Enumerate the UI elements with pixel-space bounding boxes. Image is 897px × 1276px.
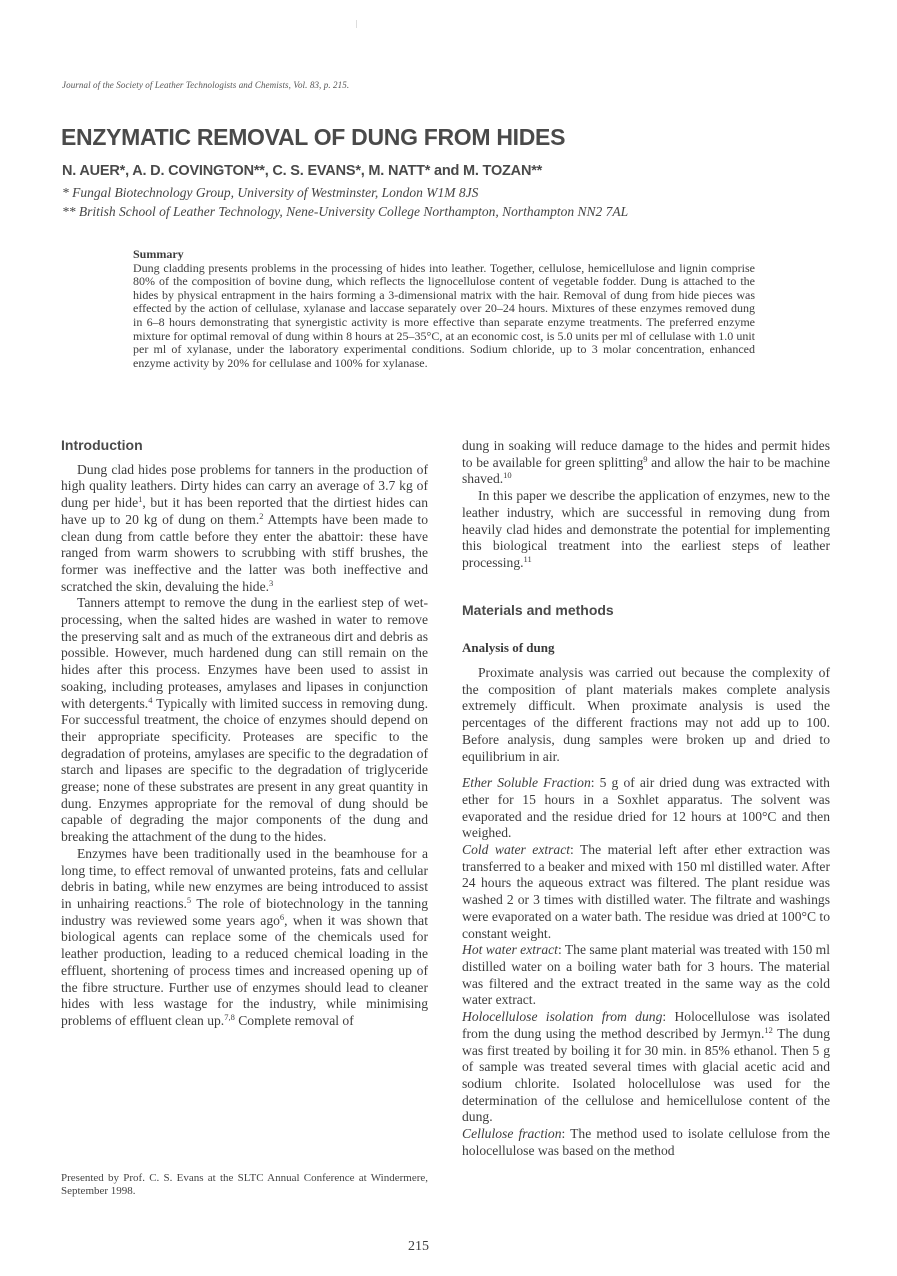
text-run: : The same plant material was treated with 150 ml distilled water on a boiling water bath for 3 hours. The material was filtered and the extract treated in the same way as the cold water extract. [462, 942, 830, 1008]
text-run: , when it was shown that biological agents can replace some of the chemicals used for leather production, leading to a reduced chemical loading in the effluent, shortening of process times and increased opening up of the fibre structure. Further use of enzymes should lead to cleaner hides with less wastage for the industry, while minimising problems of effluent clean up. [61, 912, 428, 1028]
citation-ref: 2 [259, 510, 264, 521]
citation-ref: 12 [764, 1024, 773, 1035]
method-item-cellulose [462, 1126, 830, 1159]
text-run: Typically with limited success in removing dung. For successful treatment, the choice of enzymes should depend on their appropriate specificity. Proteases are specific to the degradation of proteins, amylases are specific to the degradation of starch and lipases are specific to the degradation of triglyceride grease; none of these substrates are present in any great quantity in dung. Enzymes appropriate for the removal of dung should be capable of degrading the major components of the dung and breaking the attachment of the dung to the hides. [61, 695, 428, 845]
text-run: In this paper we describe the application of enzymes, new to the leather industry, which are successful in removing dung from heavily clad hides and demonstrate the potential for implementing this biological treatment into the earliest steps of leather processing. [462, 488, 830, 570]
intro-paragraph-3 [61, 846, 428, 1030]
summary-text: Dung cladding presents problems in the processing of hides into leather. Together, cellulose, hemicellulose and lignin comprise 80% of the composition of bovine dung, which reflects the lignocellulose content of vegetable fodder. Dung is attached to the hides by physical entrapment in the hairs forming a 3-dimensional matrix with the hair. Removal of dung from hide pieces was effected by the action of cellulase, xylanase and laccase separately over 20–24 hours. Mixtures of these enzymes removed dung in 6–8 hours demonstrating that synergistic activity is more effective than separate enzyme treatments. The preferred enzyme mixture for optimal removal of dung within 8 hours at 25–35°C, at an economic cost, is 5.0 units per ml of cellulase with 1.0 unit per ml of xylanase, under the laboratory experimental conditions. Sodium chloride, up to 3 molar concentration, enhanced enzyme activity by 20% for cellulase and 100% for xylanase. [133, 260, 755, 370]
footnote: Presented by Prof. C. S. Evans at the SLTC Annual Conference at Windermere, September 1998. [61, 1172, 428, 1198]
text-run: Dung clad hides pose problems for tanners in the production of high quality leathers. Dirty hides can carry an average of 3.7 kg of dung per hide [61, 461, 428, 511]
intro-paragraph-5 [462, 488, 830, 572]
method-item-hot-water [462, 942, 830, 1009]
text-run: : 5 g of air dried dung was extracted with ether for 15 hours in a Soxhlet apparatus. The solvent was evaporated and the residue dried for 12 hours at 100°C and then weighed. [462, 775, 830, 841]
text-run: dung in soaking will reduce damage to the hides and permit hides to be available for green splitting [462, 438, 830, 470]
introduction-heading: Introduction [61, 437, 143, 453]
affiliation-2: ** British School of Leather Technology, Nene-University College Northampton, Northampton NN2 7AL [62, 204, 629, 219]
text-run: : Holocellulose was isolated from the dung using the method described by Jermyn. [462, 1009, 830, 1041]
scan-artifact [356, 20, 357, 28]
method-label: Holocellulose isolation from dung [462, 1009, 663, 1025]
methods-paragraph-1: Proximate analysis was carried out because the complexity of the composition of plant materials makes complete analysis extremely difficult. When proximate analysis is used the percentages of the different fractions may not add up to 100. Before analysis, dung samples were broken up and dried to equilibrium in air. [462, 665, 830, 764]
method-item-ether [462, 775, 830, 842]
citation-ref: 11 [523, 553, 532, 564]
analysis-subheading: Analysis of dung [462, 640, 555, 656]
method-item-cold-water [462, 842, 830, 942]
citation-ref: 9 [643, 453, 648, 464]
method-item-holocellulose [462, 1009, 830, 1126]
left-column [61, 437, 428, 1030]
page-title: ENZYMATIC REMOVAL OF DUNG FROM HIDES [61, 124, 566, 150]
method-label: Ether Soluble Fraction [462, 775, 591, 791]
citation-ref: 4 [148, 694, 153, 705]
method-label: Cold water extract [462, 842, 571, 858]
intro-paragraph-1 [61, 462, 428, 596]
summary-heading: Summary [133, 247, 184, 261]
methods-heading: Materials and methods [462, 601, 614, 618]
affiliation-1: * Fungal Biotechnology Group, University of Westminster, London W1M 8JS [62, 185, 479, 200]
text-run: and allow the hair to be machine shaved. [462, 454, 831, 487]
text-run: Attempts have been made to clean dung from cattle before they enter the abattoir: these have ranged from warm showers to scrubbing with stiff brushes, the former was ineffective and the latter was both ineffective and scratched the skin, devaluing the hide. [61, 511, 428, 594]
citation-ref: 6 [279, 911, 285, 922]
text-run: , but it has been reported that the dirtiest hides can have up to 20 kg of dung on them. [61, 495, 428, 527]
text-run: Tanners attempt to remove the dung in the earliest step of wet-processing, when the salted hides are washed in water to remove the preserving salt and as much of the extraneous dirt and debris as possible. However, much hardened dung can still remain on the hides after this process. Enzymes have been used to assist in soaking, including proteases, amylases and lipases in conjunction with detergents. [61, 595, 428, 711]
text-run: Enzymes have been traditionally used in the beamhouse for a long time, to effect removal of unwanted proteins, fats and cellular debris in bating, while new enzymes are being introduced to assist in unhairing reactions. [61, 845, 428, 911]
right-column [462, 438, 830, 1159]
citation-ref: 5 [186, 894, 192, 905]
citation-ref: 7,8 [224, 1011, 235, 1022]
citation-ref: 3 [269, 577, 274, 588]
intro-paragraph-2 [61, 595, 428, 846]
intro-paragraph-4 [462, 438, 830, 488]
text-run: The dung was first treated by boiling it for 30 min. in 85% ethanol. Then 5 g of sample was treated several times with glacial acetic acid and sodium chlorite. Isolated holocellulose was used for the determination of the cellulose and hemicellulose content of the dung. [462, 1025, 831, 1125]
text-run: Complete removal of [234, 1012, 354, 1028]
method-label: Hot water extract [462, 942, 558, 958]
authors: N. AUER*, A. D. COVINGTON**, C. S. EVANS*, M. NATT* and M. TOZAN** [62, 163, 543, 179]
journal-citation: Journal of the Society of Leather Technologists and Chemists, Vol. 83, p. 215. [62, 80, 350, 90]
citation-ref: 1 [138, 494, 143, 505]
text-run: The role of biotechnology in the tanning industry was reviewed some years ago [61, 895, 428, 928]
page-number: 215 [408, 1239, 429, 1254]
summary-block [133, 248, 755, 370]
text-run: : The material left after ether extraction was transferred to a beaker and mixed with 150 ml distilled water. After 24 hours the aqueous extract was filtered. The plant residue was washed 2 or 3 times with distilled water. The filtrate and washings were evaporated on a water bath. The residue was dried at 100°C to constant weight. [462, 842, 830, 941]
text-run: : The method used to isolate cellulose from the holocellulose was based on the method [462, 1126, 831, 1158]
citation-ref: 10 [503, 470, 512, 481]
method-label: Cellulose fraction [462, 1126, 562, 1142]
